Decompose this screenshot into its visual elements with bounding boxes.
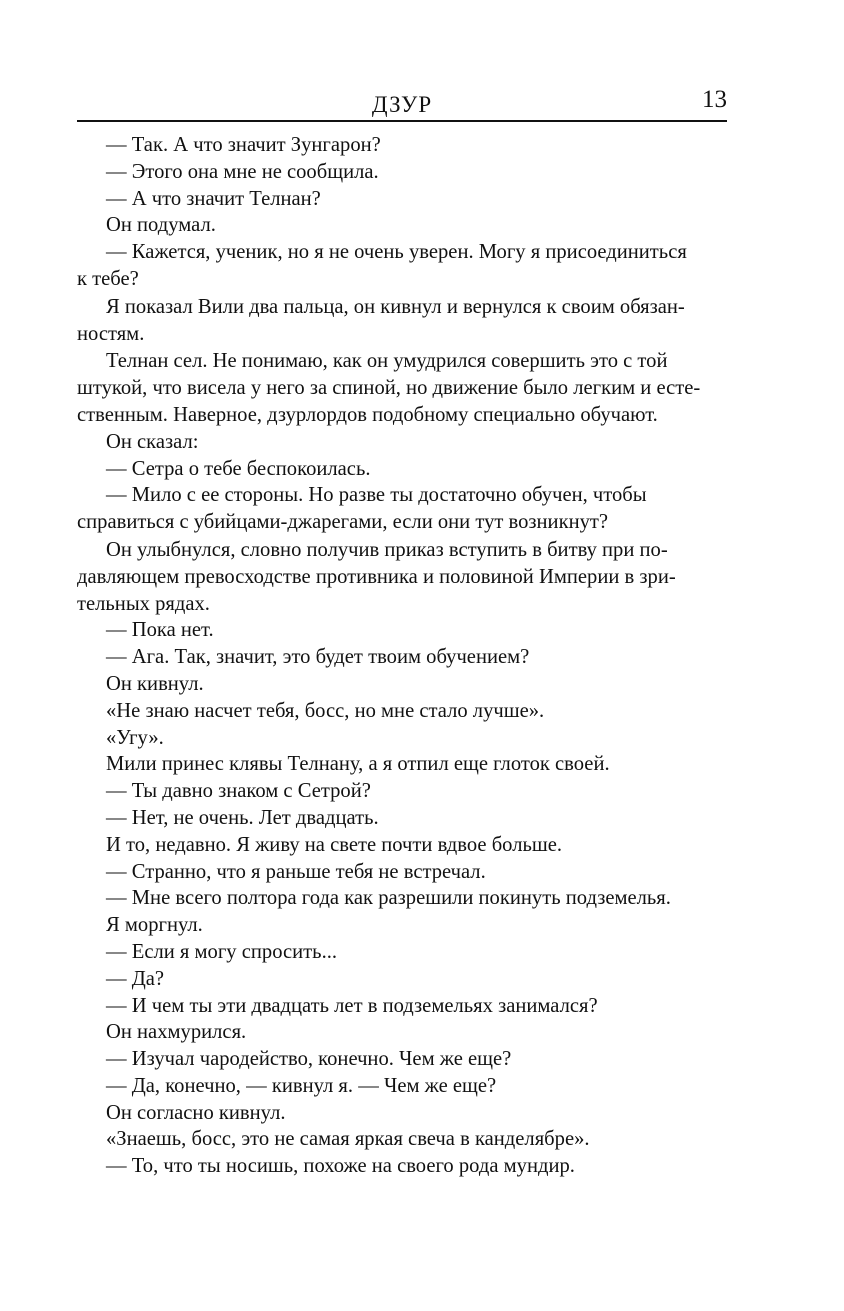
paragraph: — То, что ты носишь, похоже на своего рода мундир. [106,1155,575,1178]
paragraph: — Ты давно знаком с Сетрой? [106,780,371,803]
paragraph: — Если я могу спросить... [106,940,338,963]
paragraph: И то, недавно. Я живу на свете почти вдвое больше. [106,833,563,856]
paragraph: Мили принес клявы Телнану, а я отпил еще глоток своей. [106,753,610,776]
paragraph: — Мило с ее стороны. Но разве ты достаточно обучен, чтобы справиться с убийцами-джарегами, если они тут возникнут? [77,484,647,534]
paragraph: — Изучал чародейство, конечно. Чем же еще? [106,1048,512,1071]
paragraph: Он согласно кивнул. [106,1101,286,1124]
paragraph: — Да, конечно, — кивнул я. — Чем же еще? [106,1074,497,1097]
paragraph: — Мне всего полтора года как разрешили покинуть подземелья. [106,887,671,910]
paragraph: — Странно, что я раньше тебя не встречал. [106,860,486,883]
running-title: ДЗУР [371,92,433,117]
paragraph: — А что значит Телнан? [106,187,321,210]
paragraph: Телнан сел. Не понимаю, как он умудрился совершить это с той штукой, что висела у него за спиной, но движение было легким и есте- ственным. Наверное, дзурлордов подобному специально обучают. [77,350,701,426]
paragraph: Он улыбнулся, словно получив приказ вступить в битву при по- давляющем превосходстве противника и половиной Империи в зри- тельных рядах. [77,538,676,615]
paragraph: «Не знаю насчет тебя, босс, но мне стало лучше». [106,699,545,722]
paragraph: «Угу». [106,726,164,749]
paragraph: — Так. А что значит Зунгарон? [106,134,381,156]
paragraph: — Пока нет. [106,619,214,642]
paragraph: Я моргнул. [106,914,203,937]
paragraph: — Да? [106,967,165,990]
paragraph: Он нахмурился. [106,1021,247,1044]
paragraph: Он кивнул. [106,672,204,695]
page-number: 13 [702,86,727,113]
book-page [77,84,727,1180]
running-header [77,84,727,122]
paragraph: — Ага. Так, значит, это будет твоим обучением? [106,646,530,669]
paragraph: Он сказал: [106,430,199,453]
paragraph: — Этого она мне не сообщила. [106,160,379,183]
paragraph: — Кажется, ученик, но я не очень уверен. Могу я присоединиться к тебе? [77,241,687,290]
paragraph: «Знаешь, босс, это не самая яркая свеча в канделябре». [106,1128,590,1151]
paragraph: — Сетра о тебе беспокоилась. [106,457,371,480]
paragraph: Он подумал. [106,214,216,237]
paragraph: — И чем ты эти двадцать лет в подземельях занимался? [106,994,598,1017]
paragraph: Я показал Вили два пальца, он кивнул и вернулся к своим обязан- ностям. [77,295,685,345]
body-text [77,132,727,1180]
paragraph: — Нет, не очень. Лет двадцать. [106,806,379,829]
